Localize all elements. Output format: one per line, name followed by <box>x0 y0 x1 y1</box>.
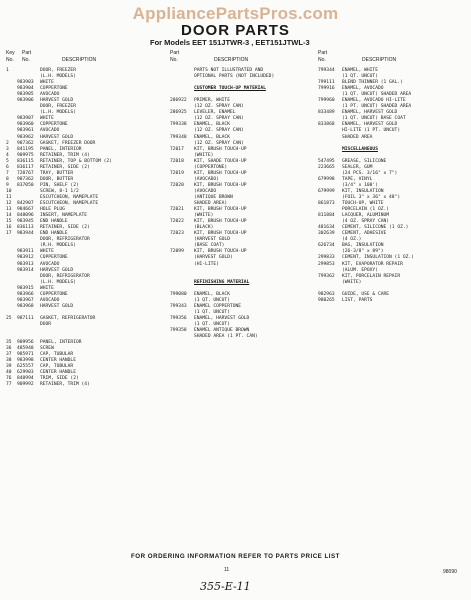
part-description: CAP, TUBULAR <box>40 352 74 358</box>
part-number: 983968 <box>17 303 34 309</box>
part-number: 848096 <box>17 213 34 219</box>
part-description: TAPE, VINYL <box>342 176 373 182</box>
key-number: 8 <box>6 176 9 182</box>
part-number: 983998 <box>17 358 34 364</box>
part-description: LEVELER, ENAMEL <box>194 110 236 116</box>
watermark: AppliancePartsPros.com <box>132 4 339 23</box>
part-description: CAP, TUBULAR <box>40 364 74 370</box>
key-number: 11 <box>6 194 12 200</box>
part-number: 984667 <box>17 207 34 213</box>
header-part: Part <box>318 50 328 56</box>
part-number: 625557 <box>17 364 34 370</box>
part-number: 983960 <box>17 122 34 128</box>
part-number: 799960 <box>318 98 335 104</box>
document-code: 98090 <box>443 569 457 575</box>
part-description: (1 QT. UNCUT) <box>194 309 230 315</box>
part-description: (WHITE) <box>194 152 214 158</box>
part-description: ENAMEL, HARVEST GOLD <box>342 122 398 128</box>
part-description: ENAMEL, BLACK <box>194 122 230 128</box>
part-description: (L.H. MODELS) <box>40 279 76 285</box>
part-description: (FOIL 3" x 36" x 48") <box>342 194 401 200</box>
part-description: (1 PT. UNCUT) SHADED AREA <box>342 104 412 110</box>
header-description: DESCRIPTION <box>62 57 97 63</box>
part-description: HARVEST GOLD <box>40 134 74 140</box>
part-number: 223665 <box>318 164 335 170</box>
part-description: RETAINER, TRIM (4) <box>40 152 90 158</box>
part-description: DOOR <box>40 321 52 327</box>
key-number: 35 <box>6 340 12 346</box>
key-number: 17 <box>6 231 12 237</box>
key-number: 9 <box>6 182 9 188</box>
part-description: MISCELLANEOUS <box>342 146 378 152</box>
part-number: 72019 <box>170 170 184 176</box>
part-description: (WHITE) <box>194 213 214 219</box>
part-description: CENTER HANDLE <box>40 358 76 364</box>
part-number: 799338 <box>170 122 187 128</box>
part-description: (WHITE) <box>342 279 362 285</box>
part-number: 629903 <box>17 370 34 376</box>
part-description: AVOCADO <box>40 92 60 98</box>
key-number: 14 <box>6 213 12 219</box>
part-description: (1 QT. UNCUT) BASE COAT <box>342 116 406 122</box>
part-description: COPPERTONE <box>40 86 68 92</box>
column-3 <box>318 50 468 304</box>
part-number: 983907 <box>17 116 34 122</box>
part-number: 72021 <box>170 207 184 213</box>
part-description: (HARVEST GOLD) <box>194 255 233 261</box>
header-part: Part <box>22 50 32 56</box>
header-part: Part <box>170 50 180 56</box>
part-number: 799111 <box>318 80 335 86</box>
part-description: HARVEST GOLD <box>40 98 74 104</box>
part-description: CEMENT, SILICONE (1 OZ.) <box>342 225 409 231</box>
key-number: 3 <box>6 146 9 152</box>
part-number: 836113 <box>17 225 34 231</box>
part-number: 983905 <box>17 92 34 98</box>
part-description: PANEL, INTERIOR <box>40 340 82 346</box>
part-number: 72018 <box>170 158 184 164</box>
part-description: (12 OZ. SPRAY CAN) <box>194 128 244 134</box>
part-description: (1 QT. UNCUT) SHADED AREA <box>342 92 412 98</box>
key-number: 76 <box>6 376 12 382</box>
part-description: TRAY, BUTTER <box>40 170 74 176</box>
part-number: 836117 <box>17 164 34 170</box>
part-number: 987362 <box>17 176 34 182</box>
part-description: (ANTIQUE BROWN <box>194 194 233 200</box>
part-number: 985971 <box>17 352 34 358</box>
column-2-rows <box>168 68 308 340</box>
part-description: TOUCH-UP, WHITE <box>342 201 384 207</box>
part-description: PANEL, INTERIOR <box>40 146 82 152</box>
part-description: (1 QT. UNCUT) <box>342 74 378 80</box>
key-number: 5 <box>6 158 9 164</box>
part-number: 799916 <box>318 86 335 92</box>
column-3-rows <box>318 68 468 304</box>
part-description: ENAMEL, AVOCADO <box>342 86 384 92</box>
part-description: SCREW <box>40 346 54 352</box>
part-number: 286922 <box>170 98 187 104</box>
part-description: INSERT, NAMEPLATE <box>40 213 88 219</box>
part-description: (26-3/8" x 89") <box>342 249 384 255</box>
column-1 <box>6 50 156 388</box>
part-number: 547495 <box>318 158 335 164</box>
part-number: 983904 <box>17 86 34 92</box>
part-number: 72023 <box>170 231 184 237</box>
part-number: 909956 <box>17 340 34 346</box>
part-description: (COPPERTONE) <box>194 164 228 170</box>
part-number: 299853 <box>318 261 335 267</box>
part-number: 833489 <box>318 110 335 116</box>
part-description: ENAMEL, BLACK <box>194 291 230 297</box>
part-description: ENAMEL ANTIQUE BROWN <box>194 328 250 334</box>
key-number: 4 <box>6 152 9 158</box>
part-description: WHITE <box>40 80 54 86</box>
key-number: 7 <box>6 170 9 176</box>
part-description: DOOR, FREEZER <box>40 68 76 73</box>
part-description: ENAMEL, BLACK <box>194 134 230 140</box>
part-number: 909975 <box>17 152 34 158</box>
part-number: 837050 <box>17 182 34 188</box>
part-description: ENAMEL COPPERTONE <box>194 303 242 309</box>
column-2 <box>168 50 308 340</box>
part-description: ENAMEL, WHITE <box>342 68 378 73</box>
key-number: 16 <box>6 225 12 231</box>
part-number: 983961 <box>17 128 34 134</box>
part-description: HI-LITE (1 PT. UNCUT) <box>342 128 401 134</box>
part-description: (HI-LITE) <box>194 261 219 267</box>
part-number: 72020 <box>170 182 184 188</box>
part-number: 987362 <box>17 140 34 146</box>
part-number: 983945 <box>17 219 34 225</box>
part-description: AVOCADO <box>40 297 60 303</box>
key-number: 6 <box>6 164 9 170</box>
part-number: 833868 <box>318 122 335 128</box>
key-number: 25 <box>6 315 12 321</box>
part-number: 983913 <box>17 261 34 267</box>
part-row <box>6 382 156 388</box>
part-description: CUSTOMER TOUCH-UP MATERIAL <box>194 86 266 92</box>
part-description: SHADED AREA <box>342 134 373 140</box>
part-description: (12 OZ. SPRAY CAN) <box>194 116 244 122</box>
key-number: 37 <box>6 352 12 358</box>
part-description: BLEND THINNER (1 GAL.) <box>342 80 403 86</box>
part-number: 983912 <box>17 255 34 261</box>
part-row <box>168 334 308 340</box>
part-number: 299833 <box>318 255 335 261</box>
part-row <box>318 298 468 304</box>
header-description: DESCRIPTION <box>214 57 249 63</box>
part-number: 626734 <box>318 243 335 249</box>
part-number: 836115 <box>17 158 34 164</box>
part-number: 485948 <box>17 346 34 352</box>
part-description: (HARVEST GOLD <box>194 237 230 243</box>
part-number: 983915 <box>17 285 34 291</box>
part-description: CEMENT, INSULATION (1 OZ.) <box>342 255 414 261</box>
part-description: PARTS NOT ILLUSTRATED AND <box>194 68 264 73</box>
part-description: (12 OZ. SPRAY CAN) <box>194 140 244 146</box>
part-number: 679999 <box>318 188 335 194</box>
part-description: RETAINER, TRIM (4) <box>40 382 90 388</box>
part-description: WHITE <box>40 116 54 122</box>
part-description: (R.H. MODELS) <box>40 243 76 249</box>
part-number: 980265 <box>318 297 335 303</box>
part-number: 982963 <box>318 291 335 297</box>
key-number: 39 <box>6 364 12 370</box>
part-number: 987111 <box>17 315 34 321</box>
part-number: 286925 <box>170 110 187 116</box>
part-description: END HANDLE <box>40 231 68 237</box>
part-number: 983967 <box>17 297 34 303</box>
part-description: RETAINER, SIDE (2) <box>40 225 90 231</box>
header-part-no: No. <box>22 57 30 63</box>
column-1-rows <box>6 68 156 388</box>
part-description: (ALUM. EPOXY) <box>342 267 378 273</box>
part-description: (3/4" x 108') <box>342 182 378 188</box>
key-number: 13 <box>6 207 12 213</box>
part-description: AVOCADO <box>40 128 60 134</box>
part-number: 983903 <box>17 80 34 86</box>
key-number: 2 <box>6 140 9 146</box>
part-description: HARVEST GOLD <box>40 303 74 309</box>
part-description: CEMENT, ADHESIVE <box>342 231 387 237</box>
part-description: (4 OZ.) <box>342 237 362 243</box>
part-number: 481634 <box>318 225 335 231</box>
part-description: KIT, INSULATION <box>342 188 384 194</box>
models-line: For Models EET 151JTWR-3 , EET151JTWL-3 <box>150 38 310 47</box>
part-description: (AVOCADO) <box>194 176 219 182</box>
part-number: 811884 <box>318 213 335 219</box>
header-key-no: No. <box>6 57 14 63</box>
key-number: 1 <box>6 68 9 73</box>
part-description: DOOR, REFRIGERATOR <box>40 237 90 243</box>
part-description: ENAMEL, HARVEST GOLD <box>342 110 398 116</box>
part-description: COPPERTONE <box>40 122 68 128</box>
part-description: WHITE <box>40 249 54 255</box>
part-number: 679998 <box>318 176 335 182</box>
part-description: GUIDE, USE & CARE <box>342 291 390 297</box>
part-number: 840994 <box>17 376 34 382</box>
part-number: 841195 <box>17 146 34 152</box>
key-number: 10 <box>6 188 12 194</box>
part-number: 72022 <box>170 219 184 225</box>
part-number: 983966 <box>17 291 34 297</box>
part-description: DOOR, REFRIGERATOR <box>40 273 90 279</box>
header-part-no: No. <box>170 57 178 63</box>
part-description: KIT, BRUSH TOUCH-UP <box>194 182 247 188</box>
part-description: PRIMER, WHITE <box>194 98 230 104</box>
part-description: WHITE <box>40 285 54 291</box>
part-description: PORCELAIN (1 OZ.) <box>342 207 390 213</box>
part-description: SCREW, 8-1 1/2 <box>40 188 79 194</box>
part-description: GASKET, REFRIGERATOR <box>40 315 96 321</box>
part-description: KIT, BRUSH TOUCH-UP <box>194 207 247 213</box>
header-key: Key <box>6 50 15 56</box>
part-description: BAG, INSULATION <box>342 243 384 249</box>
part-description: COPPERTONE <box>40 255 68 261</box>
column-1-header <box>6 50 156 68</box>
part-description: GASKET, FREEZER DOOR <box>40 140 96 146</box>
handwritten-reference: 355-E-11 <box>200 580 251 593</box>
part-description: (BASE COAT) <box>194 243 225 249</box>
part-description: (1 QT. UNCUT) <box>194 321 230 327</box>
page-title: DOOR PARTS <box>181 22 290 39</box>
part-number: 983944 <box>17 231 34 237</box>
part-description: COPPERTONE <box>40 291 68 297</box>
part-description: ESCUTCHEON, NAMEPLATE <box>40 194 99 200</box>
key-number: 77 <box>6 382 12 388</box>
page-number: 11 <box>224 567 230 573</box>
key-number: 38 <box>6 358 12 364</box>
part-number: 983962 <box>17 134 34 140</box>
part-description: GREASE, SILICONE <box>342 158 387 164</box>
part-description: (BLACK) <box>194 225 214 231</box>
part-description: ENAMEL, HARVEST GOLD <box>194 315 250 321</box>
part-description: (12 OZ. SPRAY CAN) <box>194 104 244 110</box>
part-number: 72099 <box>170 249 184 255</box>
part-number: 72017 <box>170 146 184 152</box>
part-number: 720767 <box>17 170 34 176</box>
part-description: RETAINER, SIDE (2) <box>40 164 90 170</box>
header-description: DESCRIPTION <box>362 57 397 63</box>
part-number: 799344 <box>318 68 335 73</box>
part-description: ENAMEL, AVOCADO HI-LITE <box>342 98 406 104</box>
part-description: REFINISHING MATERIAL <box>194 279 250 285</box>
part-description: SHADED AREA) <box>194 201 228 207</box>
part-description: LACQUER, ALUMINUM <box>342 213 390 219</box>
part-number: 799358 <box>170 328 187 334</box>
key-number: 36 <box>6 346 12 352</box>
part-number: 799356 <box>170 315 187 321</box>
part-description: OPTIONAL PARTS (NOT INCLUDED) <box>194 74 275 80</box>
key-number: 40 <box>6 370 12 376</box>
ordering-note: FOR ORDERING INFORMATION REFER TO PARTS PRICE LIST <box>131 553 340 560</box>
part-number: 799348 <box>170 134 187 140</box>
header-part-no: No. <box>318 57 326 63</box>
key-number: 12 <box>6 201 12 207</box>
part-description: HOLE PLUG <box>40 207 65 213</box>
part-description: (AVOCADO <box>194 188 217 194</box>
part-description: TRIM, SIDE (2) <box>40 376 79 382</box>
part-number: 983911 <box>17 249 34 255</box>
part-description: HARVEST GOLD <box>40 267 74 273</box>
column-2-header <box>168 50 308 68</box>
part-description: DOOR, FREEZER <box>40 104 76 110</box>
part-description: KIT, PORCELAIN REPAIR <box>342 273 401 279</box>
part-number: 799343 <box>170 303 187 309</box>
part-description: PIN, SHELF (2) <box>40 182 79 188</box>
part-description: END HANDLE <box>40 219 68 225</box>
key-number: 15 <box>6 219 12 225</box>
part-number: 861873 <box>318 201 335 207</box>
part-description: KIT, BRUSH TOUCH-UP <box>194 219 247 225</box>
part-description: KIT, SHADE TOUCH-UP <box>194 158 247 164</box>
part-description: (4 OZ. SPRAY CAN) <box>342 219 390 225</box>
part-description: KIT, BRUSH TOUCH-UP <box>194 231 247 237</box>
column-3-header <box>318 50 468 68</box>
part-description: AVOCADO <box>40 261 60 267</box>
part-description: LIST, PARTS <box>342 297 373 303</box>
part-number: 842907 <box>17 201 34 207</box>
part-description: CENTER HANDLE <box>40 370 76 376</box>
part-description: (1 QT. UNCUT) <box>194 297 230 303</box>
part-number: 799080 <box>170 291 187 297</box>
part-description: (24 PCS. 3/16" x 7") <box>342 170 398 176</box>
part-description: ESCUTCHEON, NAMEPLATE <box>40 201 99 207</box>
part-description: RETAINER, TOP & BOTTOM (2) <box>40 158 112 164</box>
part-number: 983914 <box>17 267 34 273</box>
part-number: 983906 <box>17 98 34 104</box>
part-description: SHADED AREA (1 PT. CAN) <box>194 334 258 340</box>
part-description: SEALER, GUM <box>342 164 373 170</box>
part-number: 799362 <box>318 273 335 279</box>
part-number: 909992 <box>17 382 34 388</box>
part-number: 302639 <box>318 231 335 237</box>
part-description: KIT, BRUSH TOUCH-UP <box>194 170 247 176</box>
part-description: (L.H. MODELS) <box>40 110 76 116</box>
part-description: KIT, EVAPORATOR REPAIR <box>342 261 403 267</box>
part-description: KIT, BRUSH TOUCH-UP <box>194 249 247 255</box>
part-description: DOOR, BUTTER <box>40 176 74 182</box>
part-description: KIT, BRUSH TOUCH-UP <box>194 146 247 152</box>
part-description: (L.H. MODELS) <box>40 74 76 80</box>
